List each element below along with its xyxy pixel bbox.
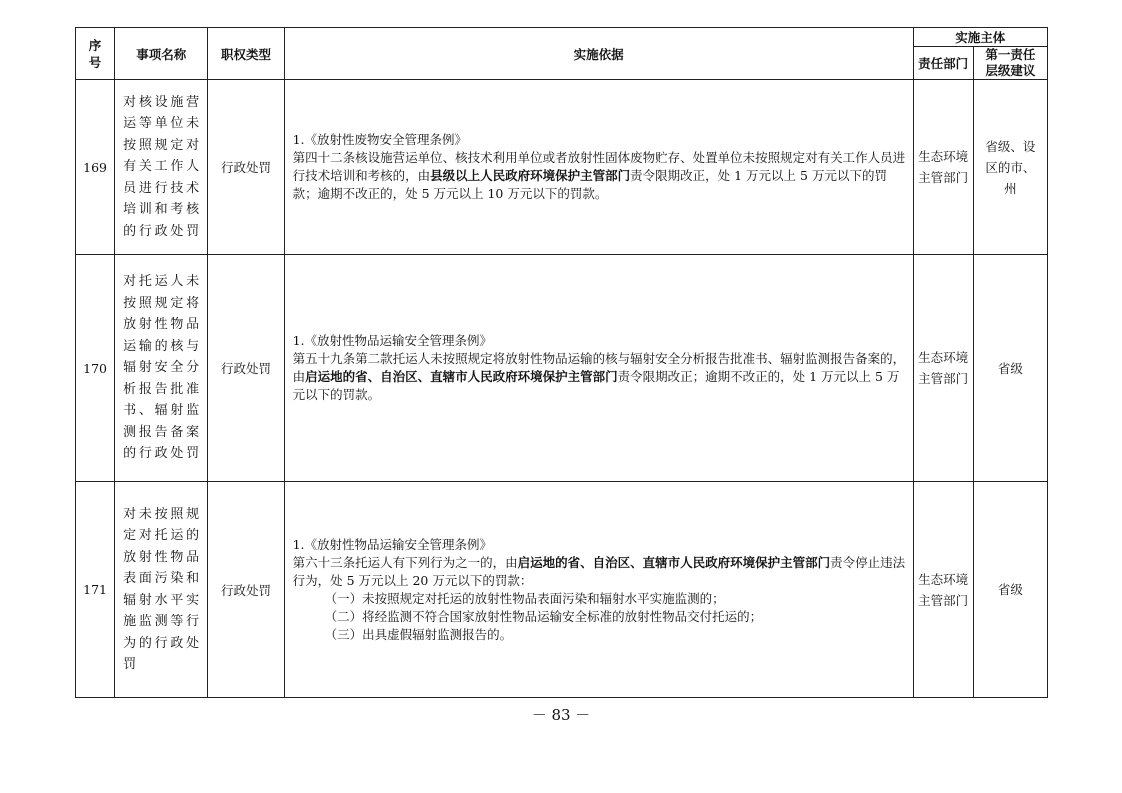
header-level: 第一责任层级建议	[973, 47, 1047, 80]
responsible-dept: 生态环境主管部门	[913, 80, 973, 255]
item-name: 对托运人未按照规定将放射性物品运输的核与辐射安全分析报告批准书、辐射监测报告备案的行政处罚	[123, 274, 200, 462]
basis-text: 第六十三条托运人有下列行为之一的，由启运地的省、自治区、直辖市人民政府环境保护主管部门责令停止违法行为，处 5 万元以上 20 万元以下的罚款：	[292, 554, 906, 588]
item-name: 对核设施营运等单位未按照规定对有关工作人员进行技术培训和考核的行政处罚	[123, 94, 200, 239]
basis-authority: 启运地的省、自治区、直辖市人民政府环境保护主管部门	[305, 369, 618, 384]
table-row	[76, 482, 1048, 698]
item-name: 对未按照规定对托运的放射性物品表面污染和辐射水平实施监测等行为的行政处罚	[123, 506, 200, 672]
header-subject: 实施主体	[913, 28, 1047, 47]
responsibility-level: 省级	[973, 255, 1047, 482]
responsible-dept: 生态环境主管部门	[913, 255, 973, 482]
basis-authority: 县级以上人民政府环境保护主管部门	[430, 168, 631, 183]
authority-type: 行政处罚	[208, 255, 284, 482]
legal-basis	[284, 482, 913, 698]
row-number: 171	[76, 482, 115, 698]
page-number: － 83 －	[531, 706, 591, 724]
responsibility-level: 省级	[973, 482, 1047, 698]
basis-item: （三）出具虚假辐射监测报告的。	[324, 626, 513, 642]
table-row	[76, 255, 1048, 482]
basis-title: 1.《放射性废物安全管理条例》	[292, 132, 468, 147]
legal-basis	[284, 255, 913, 482]
header-type: 职权类型	[208, 28, 284, 80]
header-dept: 责任部门	[913, 47, 973, 80]
administrative-penalty-table	[75, 27, 1048, 698]
header-basis: 实施依据	[284, 28, 913, 80]
responsible-dept: 生态环境主管部门	[913, 482, 973, 698]
table-row	[76, 80, 1048, 255]
basis-title: 1.《放射性物品运输安全管理条例》	[292, 333, 493, 348]
authority-type: 行政处罚	[208, 80, 284, 255]
basis-authority: 启运地的省、自治区、直辖市人民政府环境保护主管部门	[517, 554, 831, 570]
row-number: 170	[76, 255, 115, 482]
basis-text: 第五十九条第二款托运人未按照规定将放射性物品运输的核与辐射安全分析报告批准书、辐射监测报告备案的，由启运地的省、自治区、直辖市人民政府环境保护主管部门责令限期改正；逾期不改正的，处 1 万元以上 5 万元以下的罚款。	[292, 351, 906, 402]
header-no: 序号	[76, 28, 115, 80]
header-name: 事项名称	[115, 28, 208, 80]
basis-item: （一）未按照规定对托运的放射性物品表面污染和辐射水平实施监测的；	[324, 590, 725, 606]
legal-basis	[284, 80, 913, 255]
responsibility-level: 省级、设区的市、州	[973, 80, 1047, 255]
basis-title: 1.《放射性物品运输安全管理条例》	[292, 536, 493, 552]
basis-item: （二）将经监测不符合国家放射性物品运输安全标准的放射性物品交付托运的；	[324, 608, 763, 624]
row-number: 169	[76, 80, 115, 255]
authority-type: 行政处罚	[208, 482, 284, 698]
basis-text: 第四十二条核设施营运单位、核技术利用单位或者放射性固体废物贮存、处置单位未按照规定对有关工作人员进行技术培训和考核的，由县级以上人民政府环境保护主管部门责令限期改正，处 1 万元以上 5 万元以下的罚款；逾期不改正的，处 5 万元以上 10 万元以下的罚款。	[292, 150, 906, 201]
